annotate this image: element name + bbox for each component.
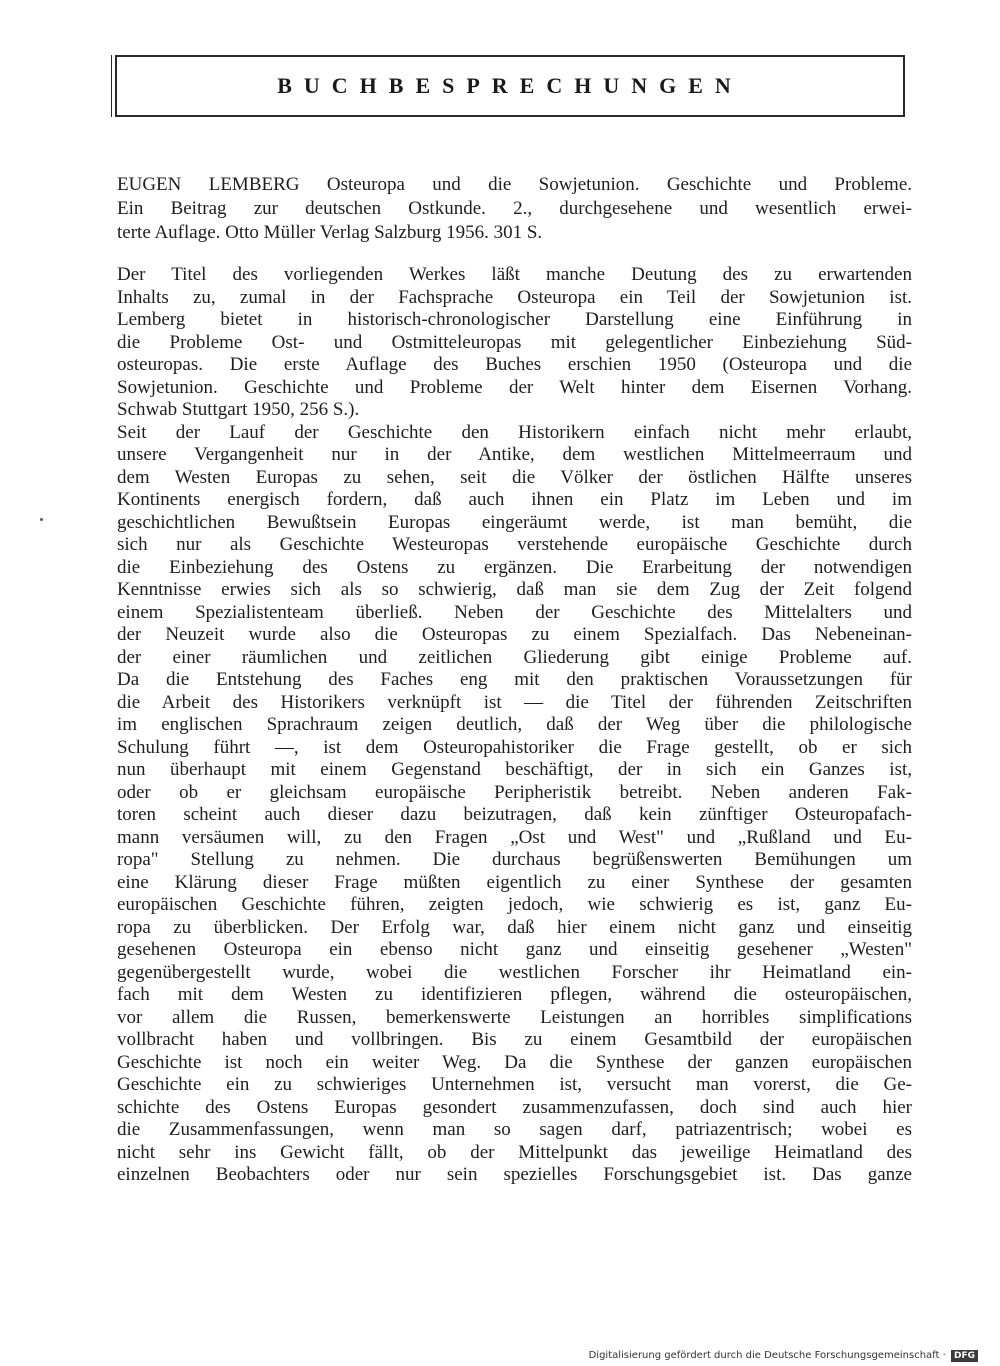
text-line: Kontinents energisch fordern, daß auch ihnen ein Platz im Leben und im bbox=[117, 489, 912, 510]
text-line: mann versäumen will, zu den Fragen „Ost und West" und „Rußland und Eu- bbox=[117, 826, 912, 848]
paragraph-1 bbox=[117, 264, 912, 422]
text-line: unsere Vergangenheit nur in der Antike, dem westlichen Mittelmeerraum und bbox=[117, 444, 912, 465]
text-line: ropa" Stellung zu nehmen. Die durchaus begrüßenswerten Bemühungen um bbox=[117, 849, 912, 870]
text-line: der einer räumlichen und zeitlichen Gliederung gibt einige Probleme auf. bbox=[117, 646, 912, 668]
book-citation bbox=[117, 173, 912, 245]
text-line: Schwab Stuttgart 1950, 256 S.). bbox=[117, 399, 360, 420]
text-line: osteuropas. Die erste Auflage des Buches erschien 1950 (Osteuropa und die bbox=[117, 354, 912, 375]
text-line: dem Westen Europas zu sehen, seit die Völker der östlichen Hälfte unseres bbox=[117, 466, 912, 488]
text-line: vollbracht haben und vollbringen. Bis zu einem Gesamtbild der europäischen bbox=[117, 1029, 912, 1050]
footer-text: Digitalisierung gefördert durch die Deutsche Forschungsgemeinschaft · bbox=[588, 1350, 946, 1361]
text-line: Inhalts zu, zumal in der Fachsprache Osteuropa ein Teil der Sowjetunion ist. bbox=[117, 286, 912, 308]
text-line: Lemberg bietet in historisch-chronologischer Darstellung eine Einführung in bbox=[117, 309, 912, 330]
citation-line: terte Auflage. Otto Müller Verlag Salzburg 1956. 301 S. bbox=[117, 222, 543, 243]
text-line: sich nur als Geschichte Westeuropas verstehende europäische Geschichte durch bbox=[117, 534, 912, 555]
section-title: BUCHBESPRECHUNGEN bbox=[277, 73, 743, 98]
digitization-footer bbox=[0, 1350, 1000, 1362]
text-line: oder ob er gleichsam europäische Peripheristik betreibt. Neben anderen Fak- bbox=[117, 781, 912, 803]
text-line: Schulung führt —, ist dem Osteuropahistoriker die Frage gestellt, ob er sich bbox=[117, 736, 912, 758]
text-line: Der Titel des vorliegenden Werkes läßt manche Deutung des zu erwartenden bbox=[117, 264, 912, 285]
text-line: fach mit dem Westen zu identifizieren pflegen, während die osteuropäischen, bbox=[117, 984, 912, 1005]
text-line: gesehenen Osteuropa ein ebenso nicht ganz und einseitig gesehener „Westen" bbox=[117, 939, 912, 960]
text-line: Kenntnisse erwies sich als so schwierig, daß man sie dem Zug der Zeit folgend bbox=[117, 579, 912, 600]
section-header-box bbox=[115, 55, 905, 117]
paragraph-2 bbox=[117, 422, 912, 1187]
text-line: gegenübergestellt wurde, wobei die westlichen Forscher ihr Heimatland ein- bbox=[117, 961, 912, 983]
dfg-logo: DFG bbox=[951, 1350, 978, 1362]
text-line: einzelnen Beobachters oder nur sein spezielles Forschungsgebiet ist. Das ganze bbox=[117, 1164, 912, 1185]
margin-mark bbox=[40, 518, 43, 521]
text-line: im englischen Sprachraum zeigen deutlich, daß der Weg über die philologische bbox=[117, 714, 912, 735]
text-line: ropa zu überblicken. Der Erfolg war, daß hier einem nicht ganz und einseitig bbox=[117, 916, 912, 938]
text-line: geschichtlichen Bewußtsein Europas eingeräumt werde, ist man bemüht, die bbox=[117, 511, 912, 533]
text-line: die Arbeit des Historikers verknüpft ist — die Titel der führenden Zeitschriften bbox=[117, 691, 912, 713]
citation-line: Ein Beitrag zur deutschen Ostkunde. 2., durchgesehene und wesentlich erwei- bbox=[117, 198, 912, 219]
text-line: nicht sehr ins Gewicht fällt, ob der Mittelpunkt das jeweilige Heimatland des bbox=[117, 1141, 912, 1163]
text-line: der Neuzeit wurde also die Osteuropas zu einem Spezialfach. Das Nebeneinan- bbox=[117, 624, 912, 645]
text-line: eine Klärung dieser Frage müßten eigentlich zu einer Synthese der gesamten bbox=[117, 871, 912, 893]
text-line: europäischen Geschichte führen, zeigten jedoch, wie schwierig es ist, ganz Eu- bbox=[117, 894, 912, 915]
text-line: schichte des Ostens Europas gesondert zusammenzufassen, doch sind auch hier bbox=[117, 1096, 912, 1118]
text-line: die Probleme Ost- und Ostmitteleuropas mit gelegentlicher Einbeziehung Süd- bbox=[117, 331, 912, 353]
text-line: die Zusammenfassungen, wenn man so sagen darf, patriazentrisch; wobei es bbox=[117, 1119, 912, 1140]
text-line: toren scheint auch dieser dazu beizutragen, daß kein zünftiger Osteuropafach- bbox=[117, 804, 912, 825]
citation-line: EUGEN LEMBERG Osteuropa und die Sowjetunion. Geschichte und Probleme. bbox=[117, 174, 912, 195]
text-line: einem Spezialistenteam überließ. Neben der Geschichte des Mittelalters und bbox=[117, 601, 912, 623]
text-line: Sowjetunion. Geschichte und Probleme der Welt hinter dem Eisernen Vorhang. bbox=[117, 376, 912, 398]
text-line: Seit der Lauf der Geschichte den Historikern einfach nicht mehr erlaubt, bbox=[117, 421, 912, 443]
text-line: Da die Entstehung des Faches eng mit den praktischen Voraussetzungen für bbox=[117, 669, 912, 690]
review-body bbox=[117, 264, 912, 1187]
text-line: Geschichte ist noch ein weiter Weg. Da die Synthese der ganzen europäischen bbox=[117, 1051, 912, 1073]
text-line: die Einbeziehung des Ostens zu ergänzen. Die Erarbeitung der notwendigen bbox=[117, 556, 912, 578]
text-line: vor allem die Russen, bemerkenswerte Leistungen an horribles simplifications bbox=[117, 1006, 912, 1028]
text-line: nun überhaupt mit einem Gegenstand beschäftigt, der in sich ein Ganzes ist, bbox=[117, 759, 912, 780]
text-line: Geschichte ein zu schwieriges Unternehmen ist, versucht man vorerst, die Ge- bbox=[117, 1074, 912, 1095]
